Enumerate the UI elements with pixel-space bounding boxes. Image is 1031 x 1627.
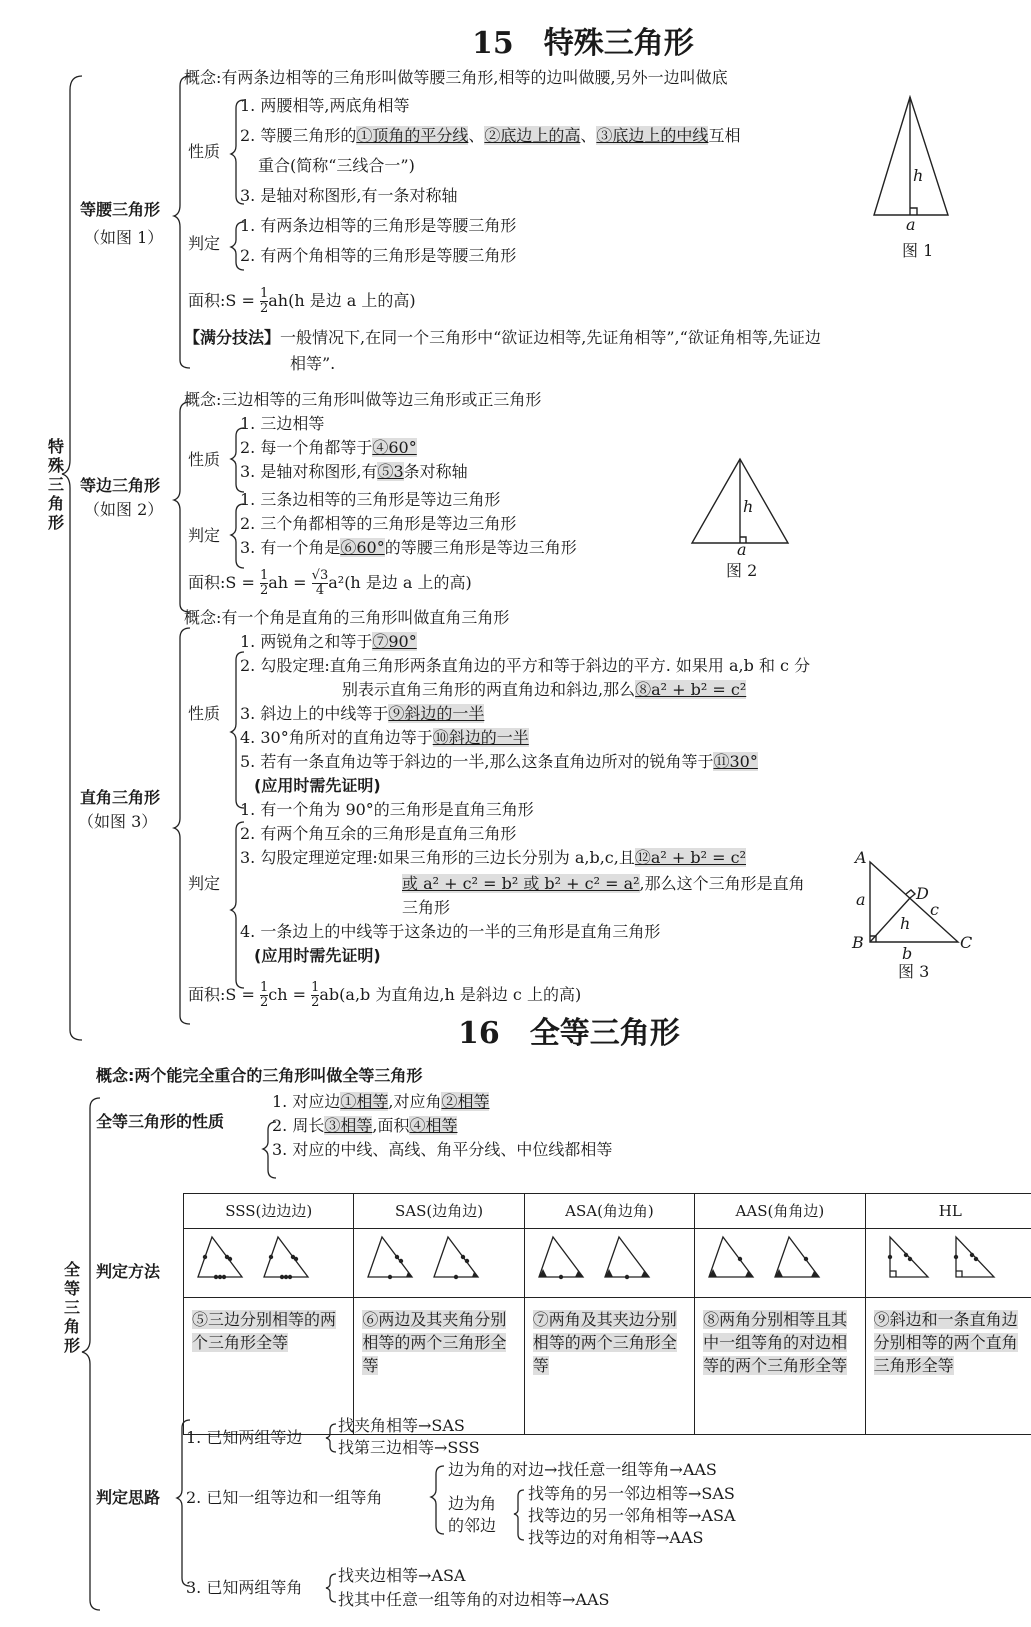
figure-3-b-label: b (902, 944, 913, 963)
isosceles-prop-3: 3. 是轴对称图形,有一条对称轴 (240, 186, 458, 205)
think-3-b: 找其中任意一组等角的对边相等→AAS (338, 1590, 610, 1609)
congruent-prop-1: 1. 对应边①相等,对应角②相等 (272, 1092, 490, 1111)
method-title-aas: AAS(角角边) (695, 1194, 865, 1229)
method-title-hl: HL (865, 1194, 1031, 1229)
figure-3-C-label: C (960, 933, 973, 952)
congruent-prop-label: 全等三角形的性质 (96, 1112, 225, 1131)
aas-triangles (695, 1229, 843, 1293)
method-text-sas: ⑥两边及其夹角分别相等的两个三角形全等 (354, 1298, 524, 1435)
right-fig-ref: （如图 3） (78, 812, 158, 831)
think-2: 2. 已知一组等边和一组等角 (186, 1488, 383, 1507)
think-1-a: 找夹角相等→SAS (338, 1416, 465, 1435)
equilateral-fig-ref: （如图 2） (84, 500, 164, 519)
right-judge-4: 4. 一条边上的中线等于这条边的一半的三角形是直角三角形 (240, 922, 661, 941)
right-prop-2: 2. 勾股定理:直角三角形两条直角边的平方和等于斜边的平方. 如果用 a,b 和 c 分 (240, 656, 811, 675)
figure-3-D-label: D (916, 884, 929, 903)
sss-triangles (184, 1229, 332, 1293)
method-title-sss: SSS(边边边) (184, 1194, 354, 1229)
isosceles-prop-2-line2: 重合(简称“三线合一”) (258, 156, 415, 175)
method-figure-sas (354, 1229, 524, 1298)
method-label: 判定方法 (96, 1262, 161, 1281)
figure-3-A-label: A (855, 848, 867, 867)
think-1: 1. 已知两组等边 (186, 1428, 303, 1447)
method-figure-aas (695, 1229, 865, 1298)
asa-triangles (525, 1229, 673, 1293)
right-concept: 概念:有一个角是直角的三角形叫做直角三角形 (184, 608, 510, 627)
congruence-method-table (183, 1193, 1031, 1435)
figure-3-c-label: c (930, 900, 939, 919)
section-16-side-label: 全等三角形 (63, 1260, 80, 1355)
right-area: 面积:S = $\frac{1}{2}$ ch = $\frac{1}{2}$ ab(a,b 为直角边,h 是斜边 c 上的高) (188, 980, 582, 1010)
equilateral-prop-2: 2. 每一个角都等于④60° (240, 438, 417, 457)
think-3: 3. 已知两组等角 (186, 1578, 303, 1597)
right-prop-2-line2: 别表示直角三角形的两直角边和斜边,那么⑧a² + b² = c² (342, 680, 747, 699)
think-2-c: 找等边的另一邻角相等→ASA (528, 1506, 736, 1525)
equilateral-judge-3: 3. 有一个角是⑥60°的等腰三角形是等边三角形 (240, 538, 577, 557)
section-16-title: 16 全等三角形 (458, 1016, 680, 1051)
isosceles-concept: 概念:有两条边相等的三角形叫做等腰三角形,相等的边叫做腰,另外一边叫做底 (184, 68, 728, 87)
figure-3-right-triangle (860, 858, 970, 948)
equilateral-judge-2: 2. 三个角都相等的三角形是等边三角形 (240, 514, 517, 533)
figure-3-caption: 图 3 (898, 962, 930, 981)
think-1-b: 找第三边相等→SSS (338, 1438, 480, 1457)
figure-2-a-label: a (737, 540, 747, 559)
congruent-prop-2: 2. 周长③相等,面积④相等 (272, 1116, 458, 1135)
right-prop-1: 1. 两锐角之和等于⑦90° (240, 632, 417, 651)
think-label: 判定思路 (96, 1488, 161, 1507)
section-15-side-label: 特殊三角形 (47, 437, 64, 532)
equilateral-heading: 等边三角形 (80, 476, 161, 495)
isosceles-judge-1: 1. 有两条边相等的三角形是等腰三角形 (240, 216, 517, 235)
hl-triangles (866, 1229, 1014, 1293)
figure-3-B-label: B (852, 933, 864, 952)
right-prop-3: 3. 斜边上的中线等于⑨斜边的一半 (240, 704, 485, 723)
method-figure-hl (865, 1229, 1031, 1298)
method-title-asa: ASA(角边角) (524, 1194, 694, 1229)
right-prop-5-note: (应用时需先证明) (254, 776, 381, 795)
figure-3-a-label: a (856, 890, 866, 909)
congruent-prop-3: 3. 对应的中线、高线、角平分线、中位线都相等 (272, 1140, 613, 1159)
right-prop-label: 性质 (188, 704, 221, 723)
think-2-d: 找等边的对角相等→AAS (528, 1528, 704, 1547)
method-text-asa: ⑦两角及其夹边分别相等的两个三角形全等 (524, 1298, 694, 1435)
method-title-sas: SAS(边角边) (354, 1194, 524, 1229)
think-2-sub: 边为角 (448, 1494, 497, 1513)
isosceles-prop-2: 2. 等腰三角形的①顶角的平分线、②底边上的高、③底边上的中线互相 (240, 126, 741, 145)
isosceles-judge-2: 2. 有两个角相等的三角形是等腰三角形 (240, 246, 517, 265)
equilateral-area: 面积:S = $\frac{1}{2}$ ah = $\frac{√3}{4}$ a²(h 是边 a 上的高) (188, 568, 472, 598)
right-judge-3-line2: 或 a² + c² = b² 或 b² + c² = a²,那么这个三角形是直角 (402, 874, 805, 893)
right-judge-1: 1. 有一个角为 90°的三角形是直角三角形 (240, 800, 534, 819)
right-prop-5: 5. 若有一条直角边等于斜边的一半,那么这条直角边所对的锐角等于⑪30° (240, 752, 758, 771)
figure-1-isosceles-triangle (868, 95, 958, 235)
isosceles-prop-1: 1. 两腰相等,两底角相等 (240, 96, 410, 115)
right-judge-3: 3. 勾股定理逆定理:如果三角形的三边长分别为 a,b,c,且⑫a² + b² = c² (240, 848, 746, 867)
right-heading: 直角三角形 (80, 788, 161, 807)
method-text-sss: ⑤三边分别相等的两个三角形全等 (184, 1298, 354, 1435)
isosceles-prop-label: 性质 (188, 142, 221, 161)
think-3-a: 找夹边相等→ASA (338, 1566, 466, 1585)
right-judge-3-line3: 三角形 (402, 898, 451, 917)
equilateral-judge-1: 1. 三条边相等的三角形是等边三角形 (240, 490, 501, 509)
method-text-hl: ⑨斜边和一条直角边分别相等的两个直角三角形全等 (865, 1298, 1031, 1435)
isosceles-area: 面积:S = $\frac{1}{2}$ ah(h 是边 a 上的高) (188, 286, 416, 316)
figure-2-h-label: h (743, 497, 754, 516)
isosceles-judge-label: 判定 (188, 234, 221, 253)
equilateral-prop-label: 性质 (188, 450, 221, 469)
sas-triangles (354, 1229, 502, 1293)
figure-3-h-label: h (900, 914, 911, 933)
right-prop-4: 4. 30°角所对的直角边等于⑩斜边的一半 (240, 728, 529, 747)
figure-2-caption: 图 2 (726, 561, 758, 580)
think-2-b: 找等角的另一邻边相等→SAS (528, 1484, 735, 1503)
isosceles-heading: 等腰三角形 (80, 200, 161, 219)
isosceles-tip: 【满分技法】一般情况下,在同一个三角形中“欲证边相等,先证角相等”,“欲证角相等,先证边 (184, 328, 821, 347)
congruent-concept: 概念:两个能完全重合的三角形叫做全等三角形 (96, 1066, 423, 1085)
think-2-a: 边为角的对边→找任意一组等角→AAS (448, 1460, 717, 1479)
right-judge-label: 判定 (188, 874, 221, 893)
equilateral-judge-label: 判定 (188, 526, 221, 545)
figure-1-h-label: h (913, 166, 924, 185)
method-figure-asa (524, 1229, 694, 1298)
isosceles-tip-line2: 相等”. (290, 354, 336, 373)
think-2-sub2: 的邻边 (448, 1516, 497, 1535)
right-judge-4-note: (应用时需先证明) (254, 946, 381, 965)
method-text-aas: ⑧两角分别相等且其中一组等角的对边相等的两个三角形全等 (695, 1298, 865, 1435)
method-figure-sss (184, 1229, 354, 1298)
equilateral-concept: 概念:三边相等的三角形叫做等边三角形或正三角形 (184, 390, 542, 409)
figure-1-a-label: a (906, 215, 916, 234)
isosceles-fig-ref: （如图 1） (84, 228, 164, 247)
section-15-title: 15 特殊三角形 (472, 26, 694, 61)
equilateral-prop-1: 1. 三边相等 (240, 414, 325, 433)
equilateral-prop-3: 3. 是轴对称图形,有⑤3条对称轴 (240, 462, 468, 481)
right-judge-2: 2. 有两个角互余的三角形是直角三角形 (240, 824, 517, 843)
figure-1-caption: 图 1 (902, 241, 934, 260)
